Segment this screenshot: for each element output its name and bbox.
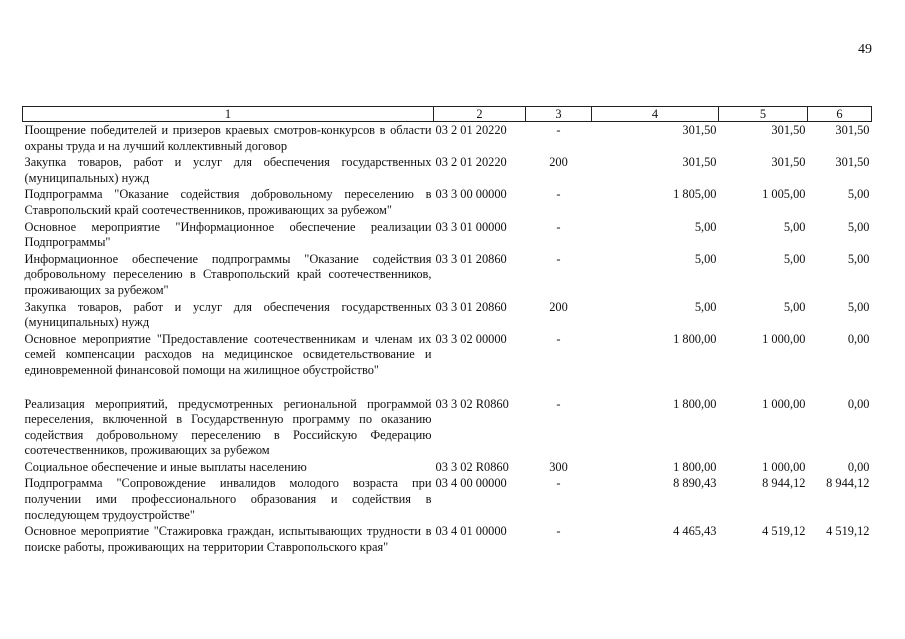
row-name: Основное мероприятие "Стажировка граждан, испытывающих трудности в поиске работы, проживающих на территории Ставропольского края" [24, 524, 432, 554]
row-type: - [556, 476, 561, 491]
row-value-6: 0,00 [847, 396, 870, 411]
row-value-4: 301,50 [682, 123, 717, 137]
table-row [23, 459, 872, 476]
row-type: 200 [549, 155, 568, 170]
row-code: 03 4 01 00000 [435, 524, 507, 539]
row-value-4: 5,00 [694, 251, 717, 266]
row-value-5: 5,00 [783, 299, 806, 314]
row-name: Закупка товаров, работ и услуг для обеспечения государственных (муниципальных) нужд [24, 299, 432, 330]
row-value-6: 5,00 [847, 219, 870, 234]
table-row [23, 186, 872, 218]
row-value-6: 4 519,12 [826, 524, 870, 539]
row-type: - [556, 187, 561, 202]
table-row [23, 475, 872, 523]
table-row [23, 331, 872, 396]
row-value-6: 301,50 [835, 155, 870, 170]
row-value-6: 5,00 [847, 251, 870, 266]
row-type: - [556, 123, 561, 137]
row-name: Основное мероприятие "Предоставление соотечественникам и членам их семей компенсации расходов на медицинское освидетельствование и единовременной финансовой помощи на жилищное обустройство" [24, 331, 432, 377]
row-code: 03 3 02 R0860 [435, 396, 509, 411]
row-value-5: 301,50 [771, 155, 806, 170]
row-value-5: 4 519,12 [762, 524, 806, 539]
row-value-5: 1 000,00 [762, 396, 806, 411]
column-header-3: 3 [526, 107, 592, 122]
row-value-4: 5,00 [694, 299, 717, 314]
row-value-4: 301,50 [682, 155, 717, 170]
row-type: 300 [549, 459, 568, 474]
row-value-4: 5,00 [694, 219, 717, 234]
row-code: 03 2 01 20220 [435, 123, 507, 137]
table-row [23, 154, 872, 186]
row-name: Подпрограмма "Сопровождение инвалидов молодого возраста при получении ими профессионального образования и содействия в последующем трудоустройстве" [24, 476, 432, 522]
row-value-4: 8 890,43 [673, 476, 717, 491]
row-value-4: 1 805,00 [673, 187, 717, 202]
row-value-5: 301,50 [771, 123, 806, 137]
table-row [23, 523, 872, 555]
row-value-6: 301,50 [835, 123, 870, 137]
budget-table [22, 106, 872, 555]
row-code: 03 2 01 20220 [435, 155, 507, 170]
row-value-6: 0,00 [847, 459, 870, 474]
row-value-5: 1 000,00 [762, 331, 806, 346]
row-type: - [556, 331, 561, 346]
row-value-5: 1 005,00 [762, 187, 806, 202]
row-value-4: 1 800,00 [673, 331, 717, 346]
row-type: - [556, 396, 561, 411]
row-code: 03 3 02 R0860 [435, 459, 509, 474]
row-name: Информационное обеспечение подпрограммы "Оказание содействия добровольному переселению в Ставропольский край соотечественников, проживающих за рубежом" [24, 251, 432, 297]
row-value-6: 8 944,12 [826, 476, 870, 491]
column-header-4: 4 [592, 107, 719, 122]
row-value-5: 1 000,00 [762, 459, 806, 474]
row-value-6: 5,00 [847, 187, 870, 202]
row-name: Основное мероприятие "Информационное обеспечение реализации Подпрограммы" [24, 219, 432, 250]
column-header-6: 6 [808, 107, 872, 122]
column-header-2: 2 [434, 107, 526, 122]
row-code: 03 3 00 00000 [435, 187, 507, 202]
row-name: Закупка товаров, работ и услуг для обеспечения государственных (муниципальных) нужд [24, 155, 432, 185]
table-row [23, 299, 872, 331]
row-value-5: 5,00 [783, 251, 806, 266]
row-name: Поощрение победителей и призеров краевых смотров-конкурсов в области охраны труда и на лучший коллективный договор [24, 123, 432, 153]
row-type: - [556, 524, 561, 539]
page-number: 49 [858, 42, 872, 57]
row-name: Реализация мероприятий, предусмотренных региональной программой переселения, включенной в Государственную программу по оказанию содействия добровольному переселению в Российскую Федерацию соотечественников, проживающих за рубежом [24, 396, 432, 458]
table-row [23, 396, 872, 459]
row-value-6: 5,00 [847, 299, 870, 314]
column-header-5: 5 [719, 107, 808, 122]
row-value-5: 8 944,12 [762, 476, 806, 491]
row-value-6: 0,00 [847, 331, 870, 346]
row-code: 03 3 02 00000 [435, 331, 507, 346]
row-type: - [556, 251, 561, 266]
row-type: 200 [549, 299, 568, 314]
table-row [23, 122, 872, 155]
row-code: 03 3 01 20860 [435, 251, 507, 266]
row-value-4: 1 800,00 [673, 396, 717, 411]
header-row [23, 107, 872, 122]
row-code: 03 3 01 20860 [435, 299, 507, 314]
row-type: - [556, 219, 561, 234]
row-code: 03 4 00 00000 [435, 476, 507, 491]
table-row [23, 251, 872, 299]
row-value-5: 5,00 [783, 219, 806, 234]
table-row [23, 219, 872, 251]
row-name: Социальное обеспечение и иные выплаты населению [24, 459, 307, 474]
row-value-4: 4 465,43 [673, 524, 717, 539]
row-code: 03 3 01 00000 [435, 219, 507, 234]
column-header-1: 1 [23, 107, 434, 122]
row-value-4: 1 800,00 [673, 459, 717, 474]
row-name: Подпрограмма "Оказание содействия добровольному переселению в Ставропольский край соотечественников, проживающих за рубежом" [24, 187, 432, 217]
